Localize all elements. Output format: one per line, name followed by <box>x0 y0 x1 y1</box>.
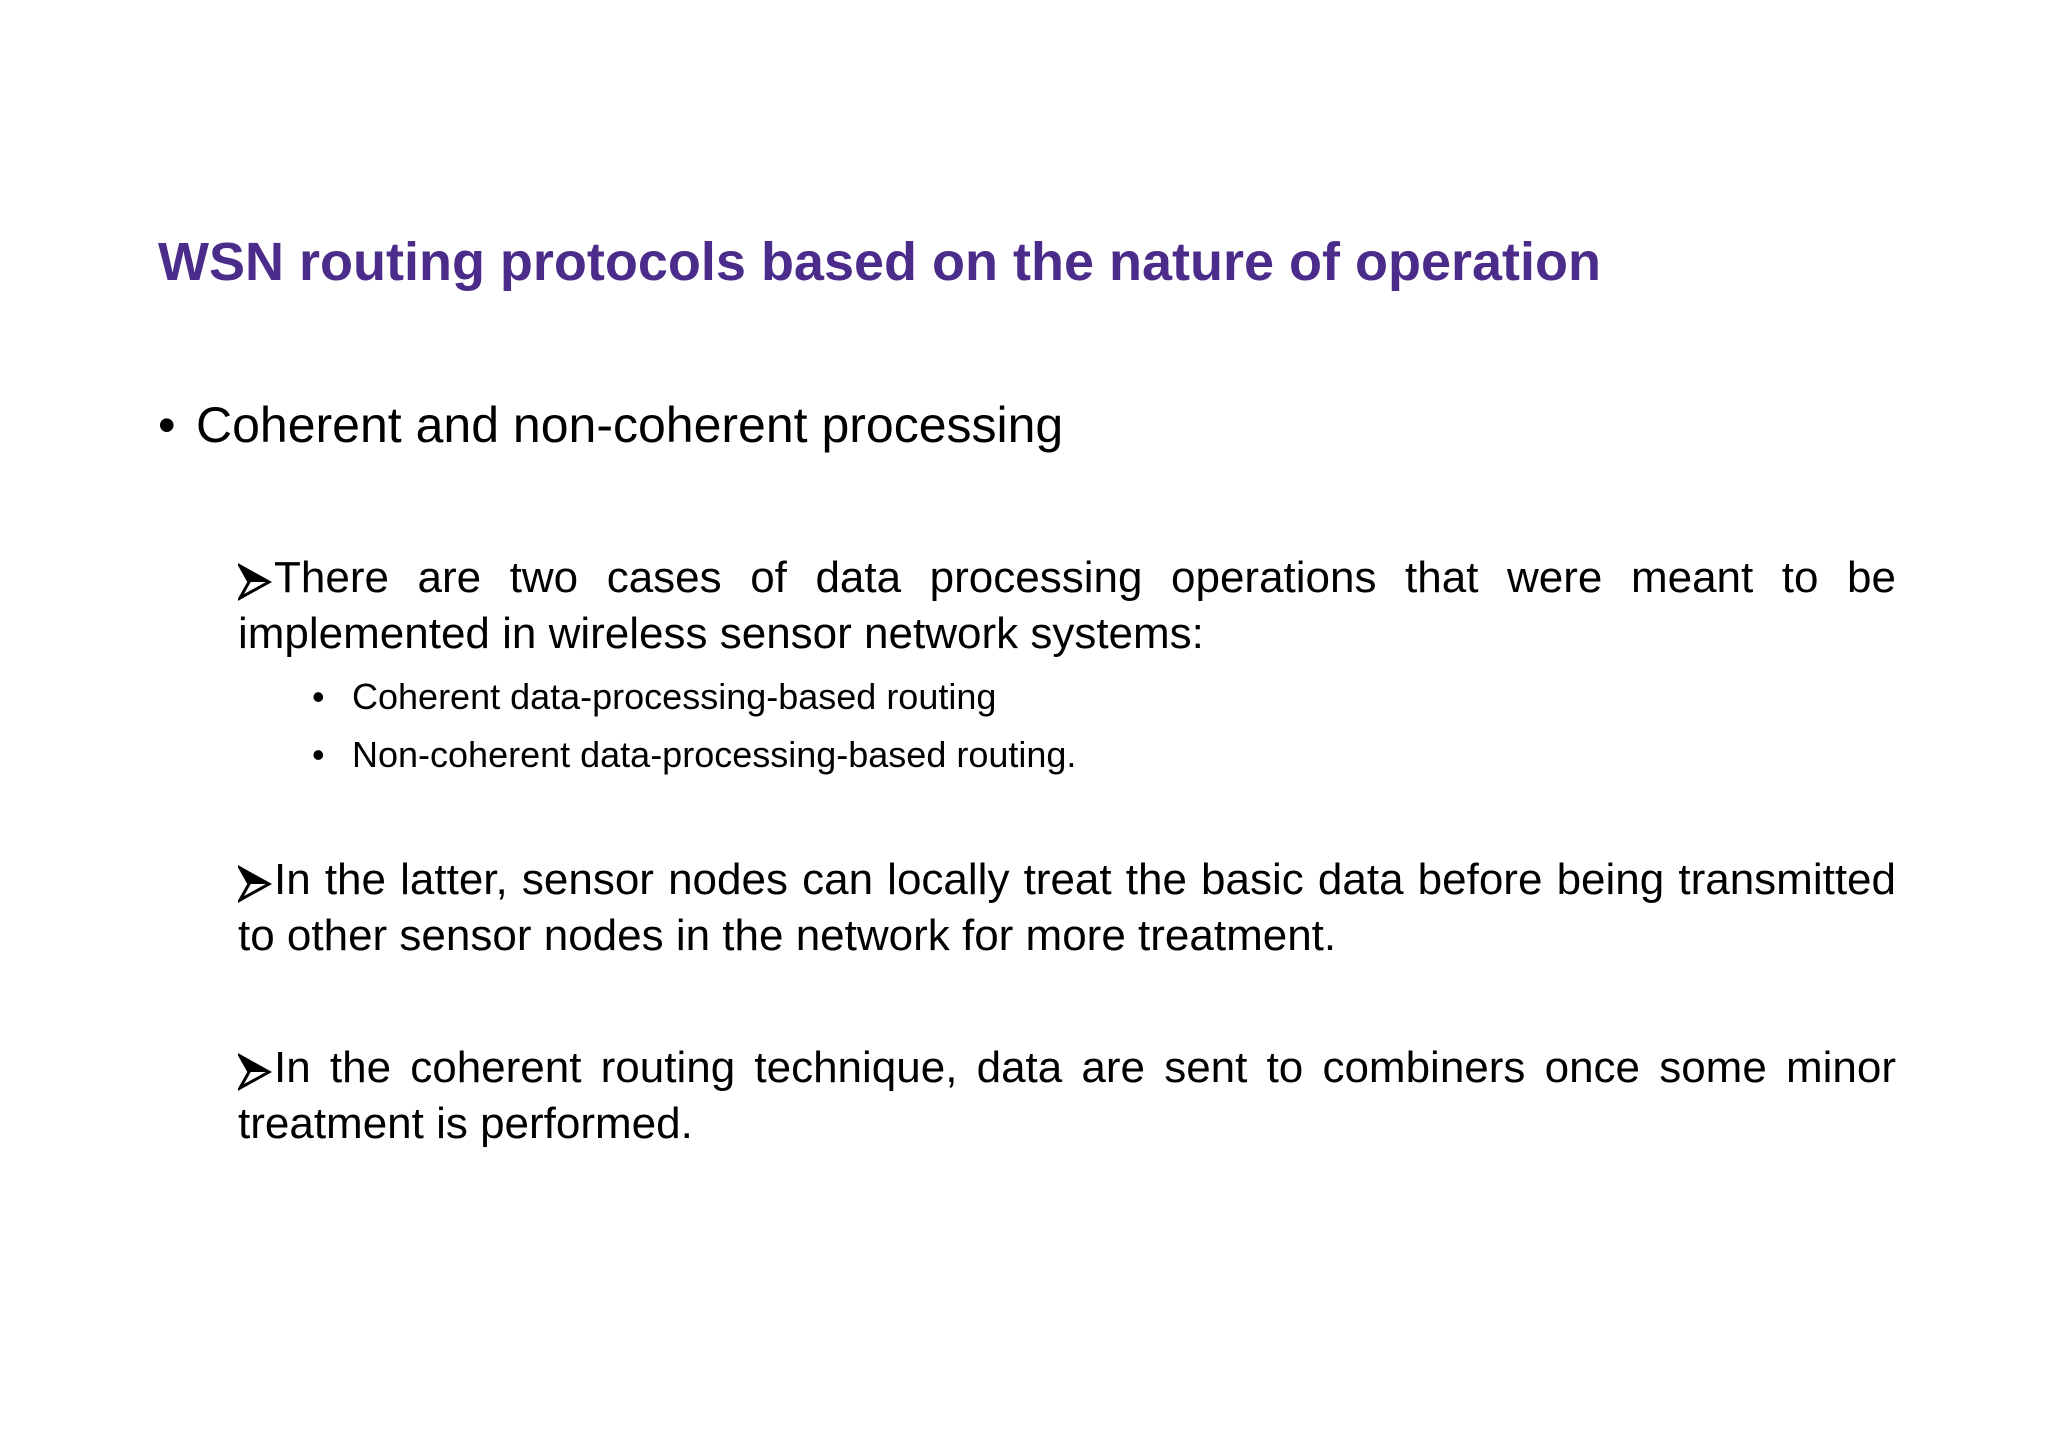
main-bullet <box>158 390 1063 460</box>
arrow-bullet-icon <box>238 854 272 906</box>
arrow-point-2 <box>238 852 1896 964</box>
bullet-dot: • <box>158 397 176 453</box>
arrow-point-text: In the latter, sensor nodes can locally treat the basic data before being transmitted to other sensor nodes in the network for more treatment. <box>238 855 1896 960</box>
sub-list-item-text: Coherent data-processing-based routing <box>352 676 997 717</box>
arrow-point-1 <box>238 550 1896 662</box>
sub-list-item <box>310 726 1076 784</box>
sub-list <box>310 668 1076 784</box>
arrow-point-text: In the coherent routing technique, data are sent to combiners once some minor treatment is performed. <box>238 1043 1896 1148</box>
sub-list-item <box>310 668 1076 726</box>
sub-bullet-dot: • <box>312 734 325 775</box>
sub-bullet-dot: • <box>312 676 325 717</box>
arrow-bullet-icon <box>238 552 272 604</box>
main-bullet-text: Coherent and non-coherent processing <box>196 397 1064 453</box>
arrow-point-text: There are two cases of data processing operations that were meant to be implemented in wireless sensor network systems: <box>238 553 1896 658</box>
arrow-bullet-icon <box>238 1042 272 1094</box>
arrow-point-3 <box>238 1040 1896 1152</box>
sub-list-item-text: Non-coherent data-processing-based routing. <box>352 734 1077 775</box>
slide-title: WSN routing protocols based on the nature of operation <box>158 232 1601 292</box>
